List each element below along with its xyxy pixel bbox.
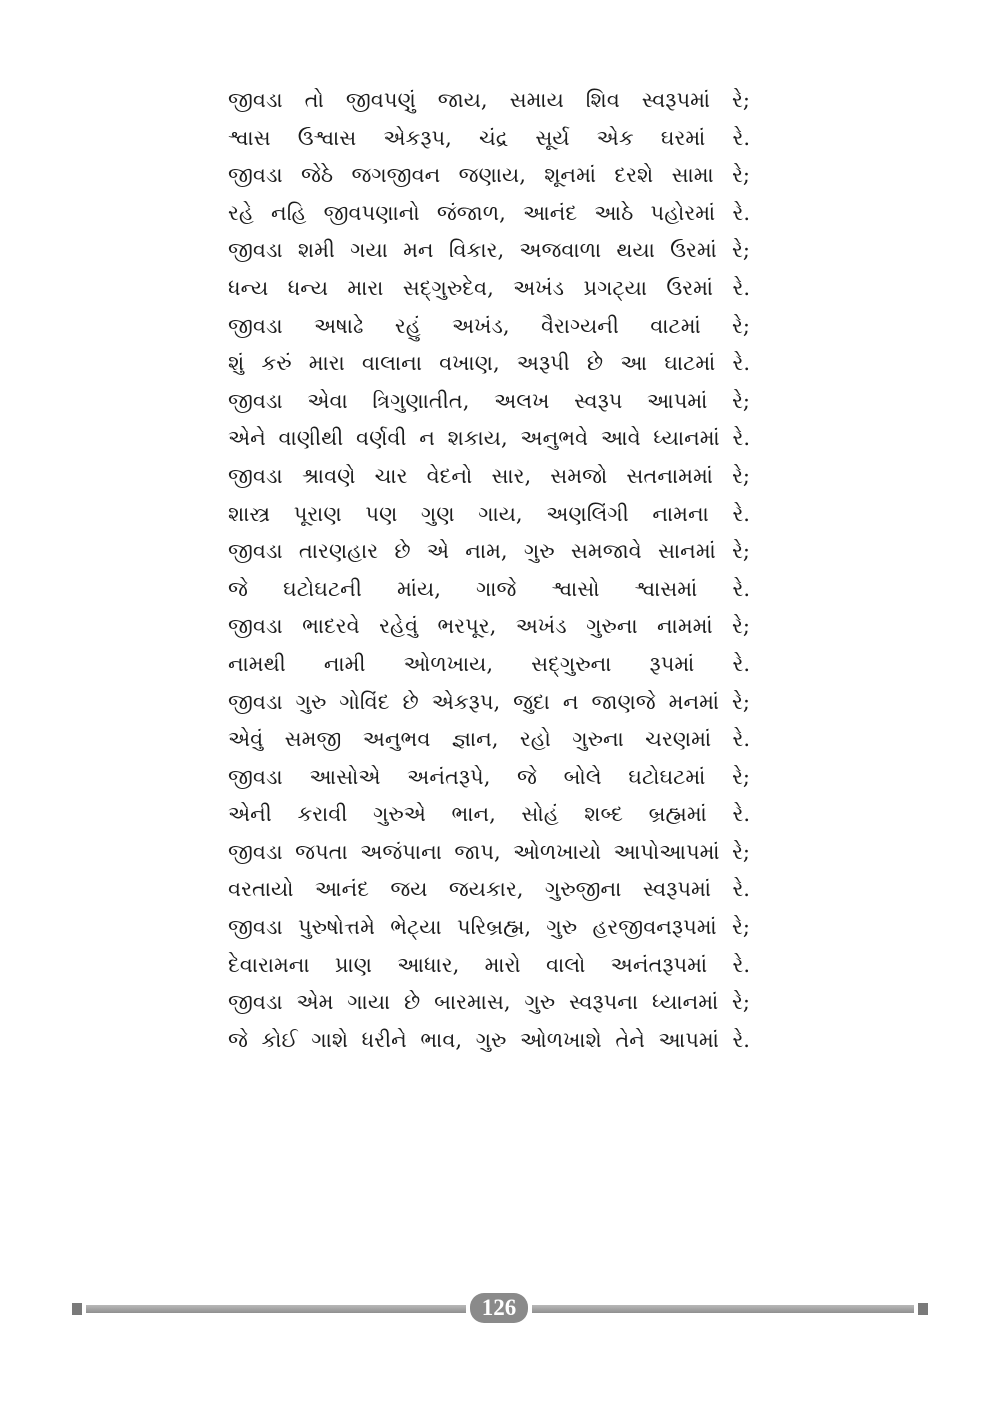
verse-line: એની કરાવી ગુરુએ ભાન, સોહં શબ્દ બ્રહ્મમાં રે.: [228, 802, 750, 827]
footer-rule-left: [86, 1305, 466, 1313]
verse-line: જીવડા ભાદરવે રહેવું ભરપૂર, અખંડ ગુરુના નામમાં રે;: [228, 614, 750, 639]
verse-line: જીવડા એમ ગાયા છે બારમાસ, ગુરુ સ્વરૂપના ધ્યાનમાં રે;: [228, 990, 750, 1015]
verse-line: જીવડા અષાઢે રહું અખંડ, વૈરાગ્યની વાટમાં રે;: [228, 313, 750, 338]
verse-line: જીવડા જેઠે જગજીવન જણાય, શૂનમાં દરશે સામા રે;: [228, 163, 750, 188]
verse-line: જીવડા શમી ગયા મન વિકાર, અજવાળા થયા ઉરમાં રે;: [228, 238, 750, 263]
verse-line: જીવડા પુરુષોત્તમે ભેટ્યા પરિબ્રહ્મ, ગુરુ હરજીવનરૂપમાં રે;: [228, 915, 750, 940]
verse-line: જીવડા તો જીવપણું જાય, સમાય શિવ સ્વરૂપમાં રે;: [228, 88, 750, 112]
verse-line: શ્વાસ ઉશ્વાસ એકરૂપ, ચંદ્ર સૂર્ય એક ઘરમાં રે.: [228, 125, 750, 150]
page-number-badge: 126: [470, 1293, 528, 1323]
verse-line: જીવડા એવા ત્રિગુણાતીત, અલખ સ્વરૂપ આપમાં રે;: [228, 388, 750, 413]
verse-line: ધન્ય ધન્ય મારા સદ્‌ગુરુદેવ, અખંડ પ્રગટ્યા ઉરમાં રે.: [228, 275, 750, 300]
verse-line: જીવડા તારણહાર છે એ નામ, ગુરુ સમજાવે સાનમાં રે;: [228, 539, 750, 564]
verse-line: જીવડા જપતા અજંપાના જાપ, ઓળખાયો આપોઆપમાં રે;: [228, 839, 750, 864]
verse-line: એવું સમજી અનુભવ જ્ઞાન, રહો ગુરુના ચરણમાં રે.: [228, 727, 750, 752]
verse-line: શું કરું મારા વાલાના વખાણ, અરૂપી છે આ ઘાટમાં રે.: [228, 351, 750, 376]
verse-line: શાસ્ત્ર પૂરાણ પણ ગુણ ગાય, અણલિંગી નામના રે.: [228, 501, 750, 526]
verse-block: [228, 82, 750, 1059]
footer-rule-right: [532, 1305, 914, 1313]
verse-line: વરતાયો આનંદ જય જયકાર, ગુરુજીના સ્વરૂપમાં રે.: [228, 877, 750, 902]
page-footer: [72, 1293, 928, 1325]
verse-line: જીવડા શ્રાવણે ચાર વેદનો સાર, સમજો સતનામમાં રે;: [228, 463, 750, 488]
verse-line: જે ઘટોઘટની માંય, ગાજે શ્વાસો શ્વાસમાં રે.: [228, 576, 750, 601]
verse-line: જીવડા આસોએ અનંતરૂપે, જે બોલે ઘટોઘટમાં રે;: [228, 764, 750, 789]
verse-line: જીવડા ગુરુ ગોવિંદ છે એકરૂપ, જુદા ન જાણજે મનમાં રે;: [228, 689, 750, 714]
footer-rule-cap-right: [918, 1303, 928, 1315]
verse-line: એને વાણીથી વર્ણવી ન શકાય, અનુભવે આવે ધ્યાનમાં રે.: [228, 426, 750, 451]
footer-rule-cap-left: [72, 1303, 82, 1315]
verse-line: દેવારામના પ્રાણ આધાર, મારો વાલો અનંતરૂપમાં રે.: [228, 952, 750, 977]
verse-line: જે કોઈ ગાશે ધરીને ભાવ, ગુરુ ઓળખાશે તેને આપમાં રે.: [228, 1027, 750, 1052]
verse-line: રહે નહિ જીવપણાનો જંજાળ, આનંદ આઠે પહોરમાં રે.: [228, 200, 750, 225]
verse-line: નામથી નામી ઓળખાય, સદ્‌ગુરુના રૂપમાં રે.: [228, 651, 750, 676]
